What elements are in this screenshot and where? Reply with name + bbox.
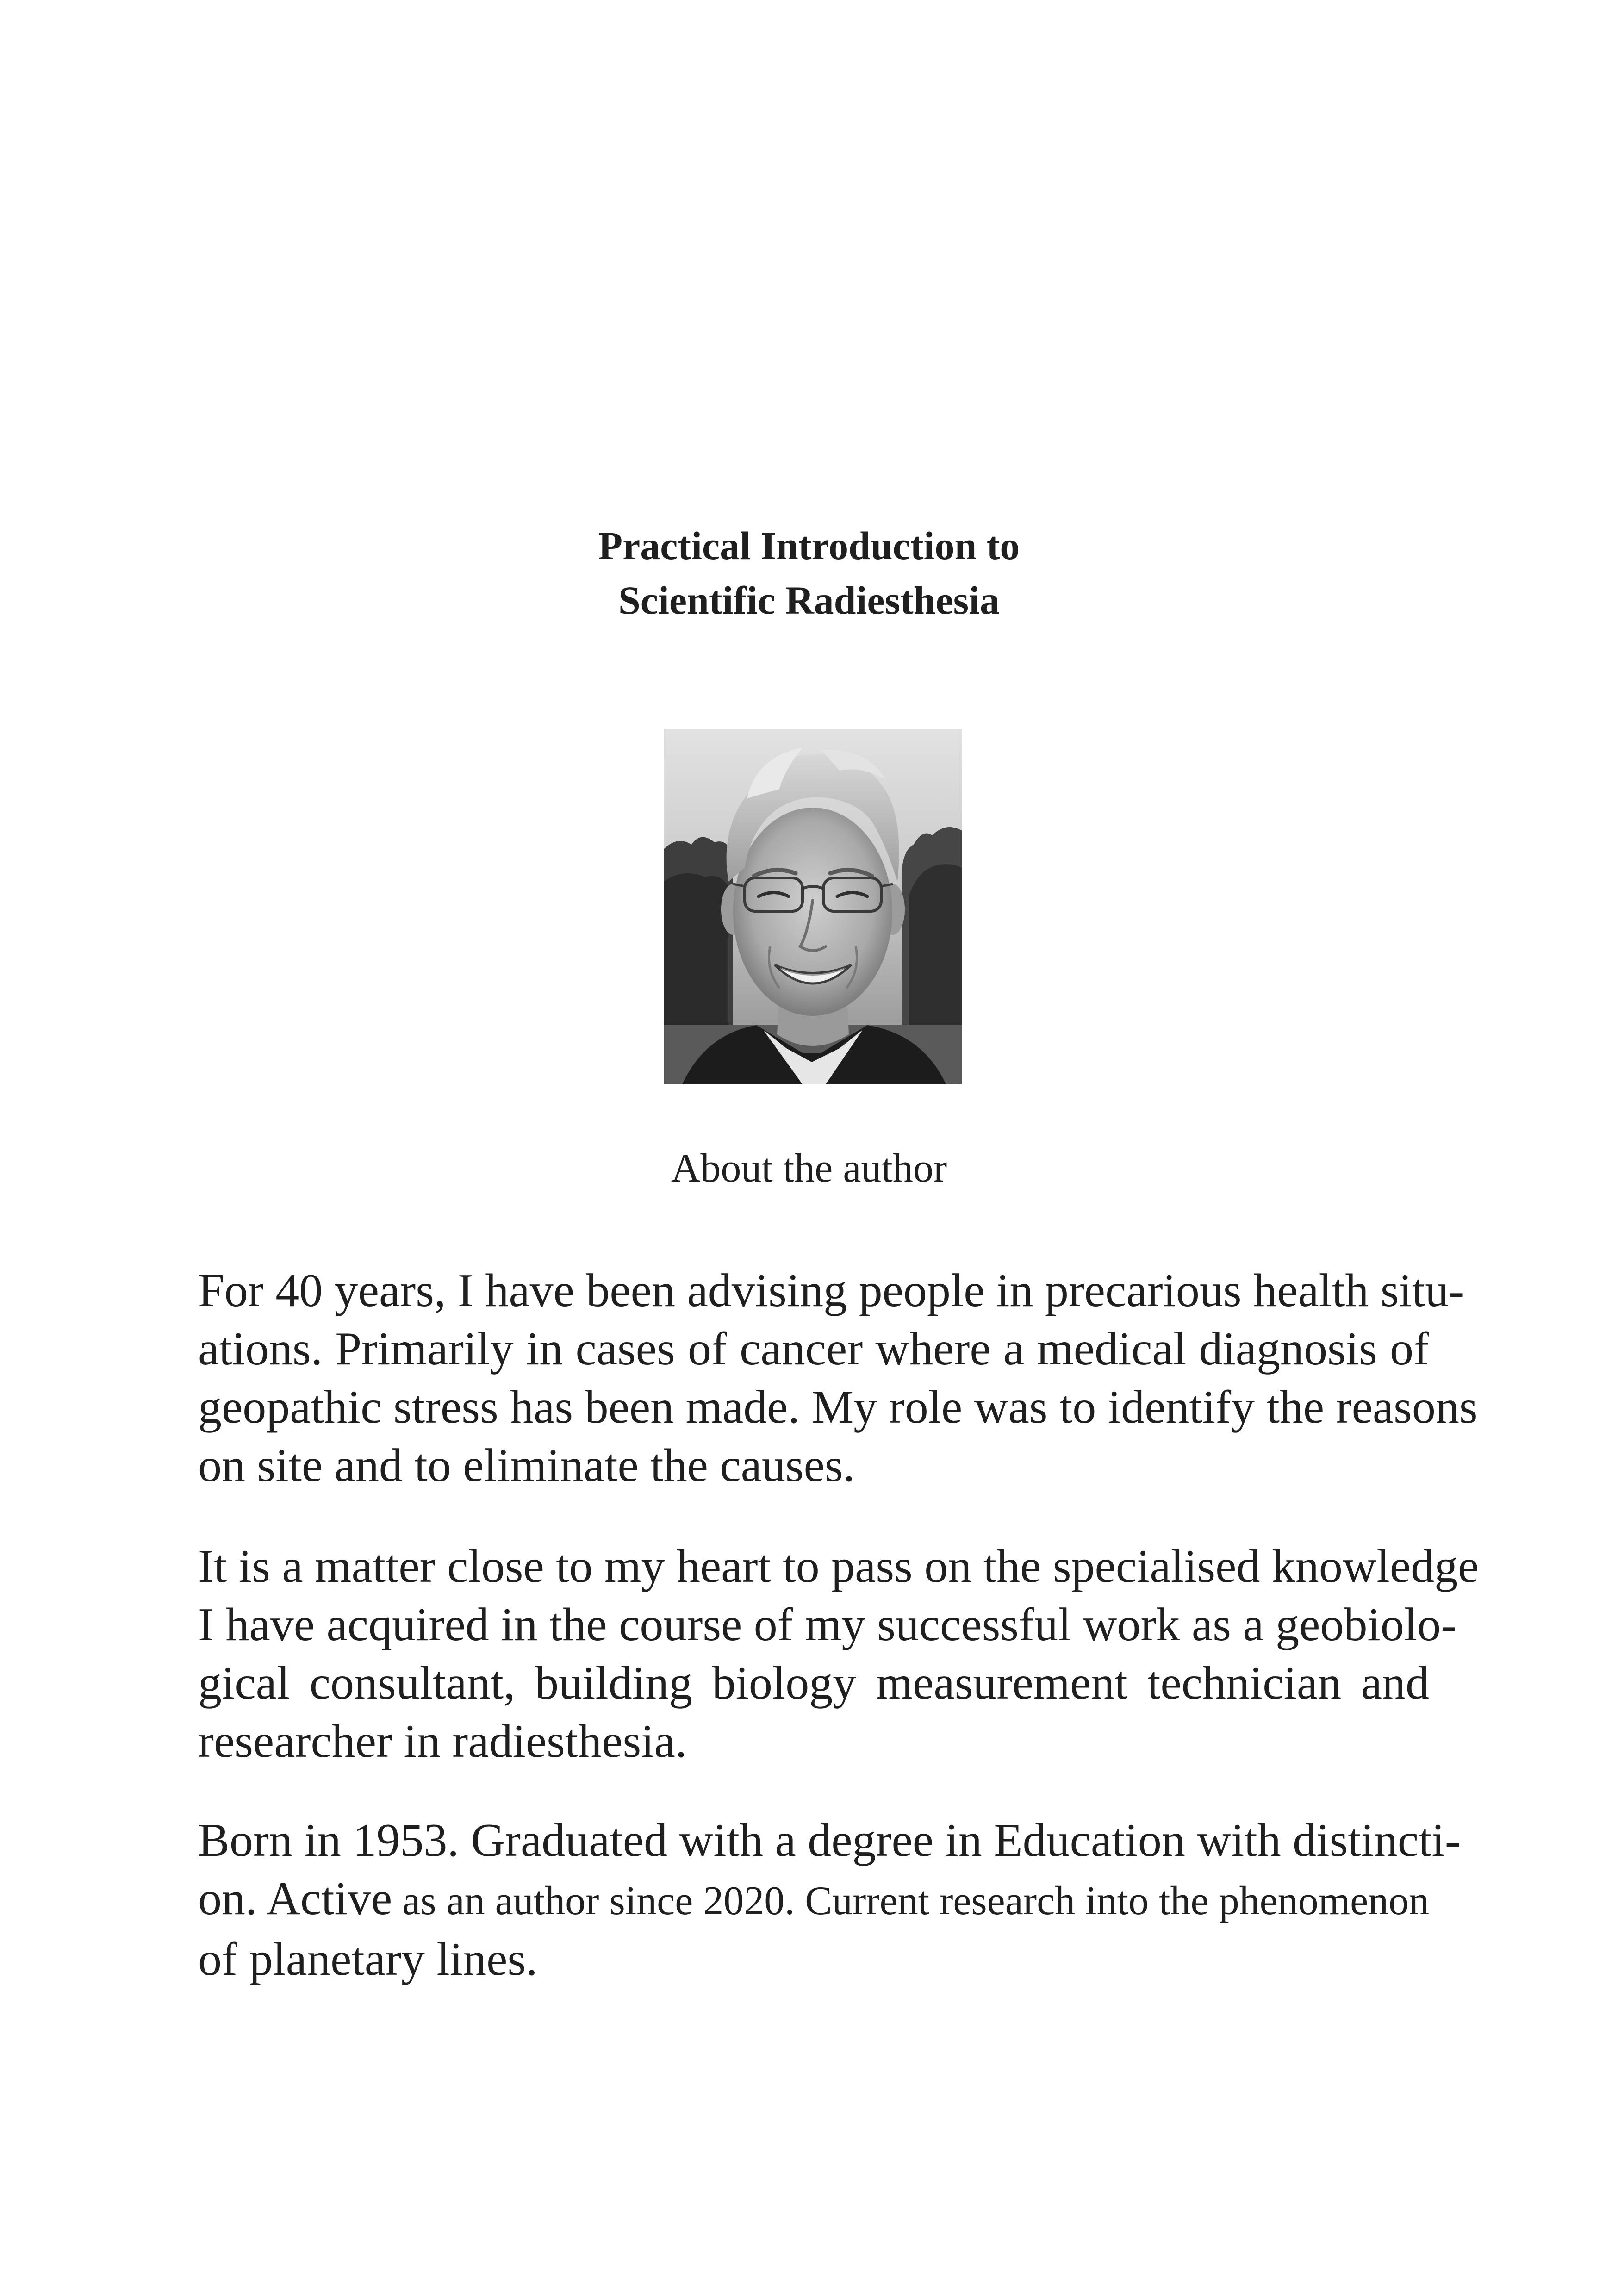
paragraph-2 (198, 1537, 1479, 1771)
paragraph-3 (198, 1811, 1461, 1989)
paragraph-3-line (198, 1870, 1429, 1930)
book-title-line-2: Scientific Radiesthesia (618, 578, 1000, 622)
paragraph-1-line: on site and to eliminate the causes. (198, 1439, 855, 1492)
paragraph-2-line: researcher in radiesthesia. (198, 1715, 687, 1767)
paragraph-2-line: I have acquired in the course of my successful work as a geobiolo- (198, 1599, 1457, 1651)
paragraph-1-line: ations. Primarily in cases of cancer where a medical diagnosis of (198, 1323, 1429, 1375)
paragraph-1-line: For 40 years, I have been advising people in precarious health situ- (198, 1264, 1465, 1317)
book-title (0, 518, 1618, 628)
about-the-author-heading: About the author (671, 1146, 947, 1191)
book-title-line-1: Practical Introduction to (598, 523, 1020, 568)
paragraph-3-line: of planetary lines. (198, 1933, 538, 1985)
author-portrait-photo (664, 729, 962, 1084)
paragraph-2-line: gical consultant, building biology measurement technician and (198, 1657, 1429, 1709)
paragraph-1-line: geopathic stress has been made. My role was to identify the reasons (198, 1381, 1478, 1433)
paragraph-2-line: It is a matter close to my heart to pass on the specialised knowledge (198, 1540, 1479, 1593)
paragraph-1 (198, 1262, 1478, 1495)
paragraph-3-line: Born in 1953. Graduated with a degree in Education with distincti- (198, 1814, 1461, 1867)
author-portrait (664, 729, 962, 1084)
paragraph-3-line-2-rest: as an author since 2020. Current research into the phenomenon (392, 1879, 1430, 1923)
paragraph-3-line-2-start: on. Active (198, 1873, 392, 1925)
